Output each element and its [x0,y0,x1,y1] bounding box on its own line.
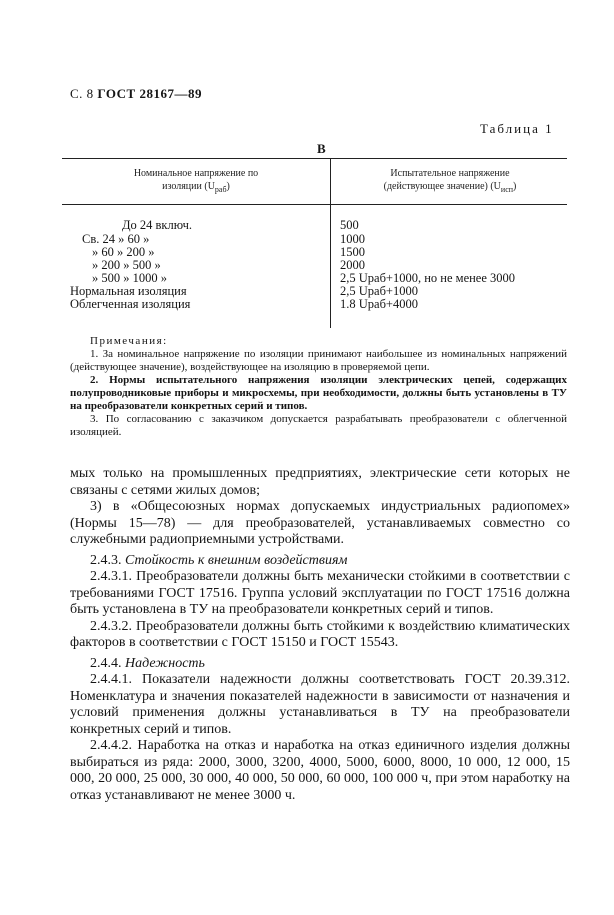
table-row-nominal: » 500 » 1000 » [92,271,167,285]
table-row-nominal: Облегченная изоляция [70,297,191,311]
paragraph: 2.4.4.1. Показатели надежности должны соответствовать ГОСТ 20.39.312. Номенклатура и значения показателей надежности в зависимости от назначения и условий применения должны устанавливаться в ТУ на преобразователи конкретных серий и типов. [70,672,570,737]
standard-title: ГОСТ 28167—89 [97,86,202,101]
section-title: Стойкость к внешним воздействиям [125,552,348,568]
table-row-test: 1000 [340,232,365,246]
notes-heading: Примечания: [90,335,168,347]
table-row-nominal: » 60 » 200 » [92,245,155,259]
main-text [70,466,570,804]
table-notes [70,335,567,439]
paragraph: 2.4.4.2. Наработка на отказ и наработка на отказ единичного изделия должны выбираться из ряда: 2000, 3000, 3200, 4000, 5000, 6000, 8000, 10 000, 12 000, 15 000, 20 000, 25 000, 30 000, 40 000, 50 000, 60 000, 100 000 ч, при этом наработку на отказ устанавливают не менее 3000 ч. [70,738,570,803]
table-column-divider [330,158,331,328]
page-header [70,86,202,102]
table-row-test: 1500 [340,245,365,259]
section-number: 2.4.3. [90,552,122,568]
section-heading [70,656,570,673]
table-header-rule [62,204,567,205]
paragraph: 3) в «Общесоюзных нормах допускаемых индустриальных радиопомех» (Нормы 15—78) — для преобразователей, устанавливаемых совместно со служебными радиоприемными устройствами. [70,499,570,547]
column-header-test: Испытательное напряжение (действующее значение) $(U_{исп})$ [383,168,517,194]
table-section-letter: В [317,141,326,156]
table-row-nominal: Св. 24 » 60 » [82,232,150,246]
section-heading [70,553,570,570]
section-number: 2.4.4. [90,655,122,671]
note-item: 2. Нормы испытательного напряжения изоляции электрических цепей, содержащих полупроводниковые приборы и микросхемы, при необходимости, должны быть установлены в ТУ на преобразователи конкретных серий и типов. [70,374,567,412]
table-label: Таблица 1 [480,121,554,136]
section-title: Надежность [125,655,205,671]
note-item: 1. За номинальное напряжение по изоляции принимают наибольшее из номинальных напряжений (действующее значение), воздействующее на изоляцию в проверяемой цепи. [70,348,567,373]
table-row-test: 1.8 Uраб+4000 [340,297,418,311]
table-row-test: 2,5 Uраб+1000 [340,284,418,298]
table-row-nominal: Нормальная изоляция [70,284,187,298]
table-row-nominal: » 200 » 500 » [92,258,161,272]
note-item: 3. По согласованию с заказчиком допускается разрабатывать преобразователи с облегченной изоляцией. [70,413,567,438]
table-row-nominal: До 24 включ. [122,218,193,232]
table-row-test: 2000 [340,258,365,272]
page-number: С. 8 [70,86,94,101]
table-row-test: 500 [340,218,359,232]
table-top-rule [62,158,567,159]
paragraph: 2.4.3.1. Преобразователи должны быть механически стойкими в соответствии с требованиями ГОСТ 17516. Группа условий эксплуатации по ГОСТ 17516 должна быть установлена в ТУ на преобразователи конкретных серий и типов. [70,569,570,617]
table-row-test: 2,5 Uраб+1000, но не менее 3000 [340,271,516,285]
paragraph: мых только на промышленных предприятиях, электрические сети которых не связаны с сетями жилых домов; [70,466,570,498]
paragraph: 2.4.3.2. Преобразователи должны быть стойкими к воздействию климатических факторов в соответствии с ГОСТ 15150 и ГОСТ 15543. [70,618,570,650]
column-header-nominal: Номинальное напряжение по изоляции $(U_{раб})$ [133,168,259,194]
